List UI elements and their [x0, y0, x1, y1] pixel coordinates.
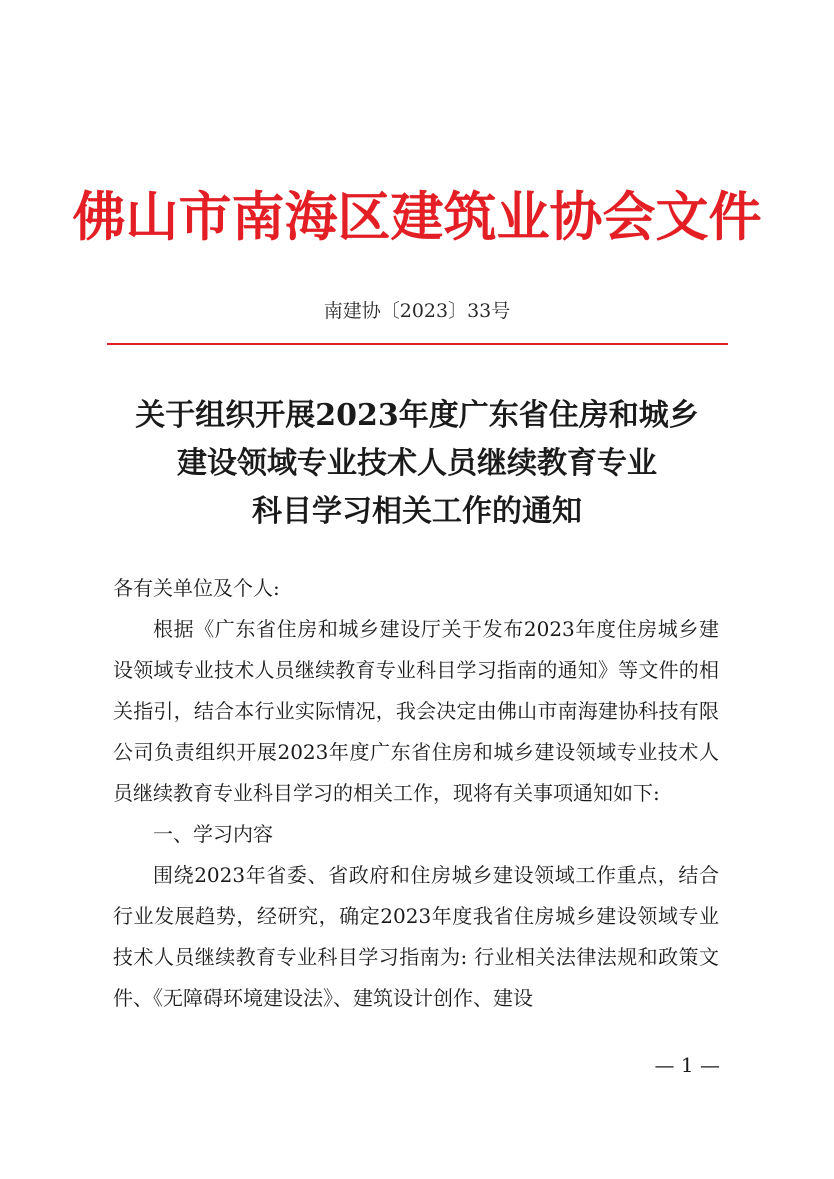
- section-heading-study-content: 一、学习内容: [153, 822, 273, 846]
- notice-body: [113, 568, 719, 1019]
- notice-title-line-3: 科目学习相关工作的通知: [252, 494, 582, 529]
- document-header-title: 佛山市南海区建筑业协会文件: [72, 187, 762, 248]
- document-number: 南建协〔2023〕33号: [323, 300, 511, 322]
- study-content-paragraph: 围绕2023年省委、省政府和住房城乡建设领域工作重点，结合行业发展趋势，经研究，确定2023年度我省住房城乡建设领域专业技术人员继续教育专业科目学习指南为: 行业相关法律法规和政策文件、《无障碍环境建设法》、建筑设计创作、建设: [113, 863, 719, 1010]
- salutation: 各有关单位及个人:: [113, 576, 280, 600]
- header-red-divider: [107, 343, 728, 345]
- notice-title-line-2: 建设领域专业技术人员继续教育专业: [177, 446, 657, 481]
- intro-paragraph: 根据《广东省住房和城乡建设厅关于发布2023年度住房城乡建设领域专业技术人员继续教育专业科目学习指南的通知》等文件的相关指引，结合本行业实际情况，我会决定由佛山市南海建协科技有限公司负责组织开展2023年度广东省住房和城乡建设领域专业技术人员继续教育专业科目学习的相关工作，现将有关事项通知如下:: [113, 617, 719, 805]
- page-number: — 1 —: [654, 1053, 720, 1077]
- notice-title: [0, 392, 834, 536]
- notice-title-line-1: 关于组织开展2023年度广东省住房和城乡: [135, 398, 699, 433]
